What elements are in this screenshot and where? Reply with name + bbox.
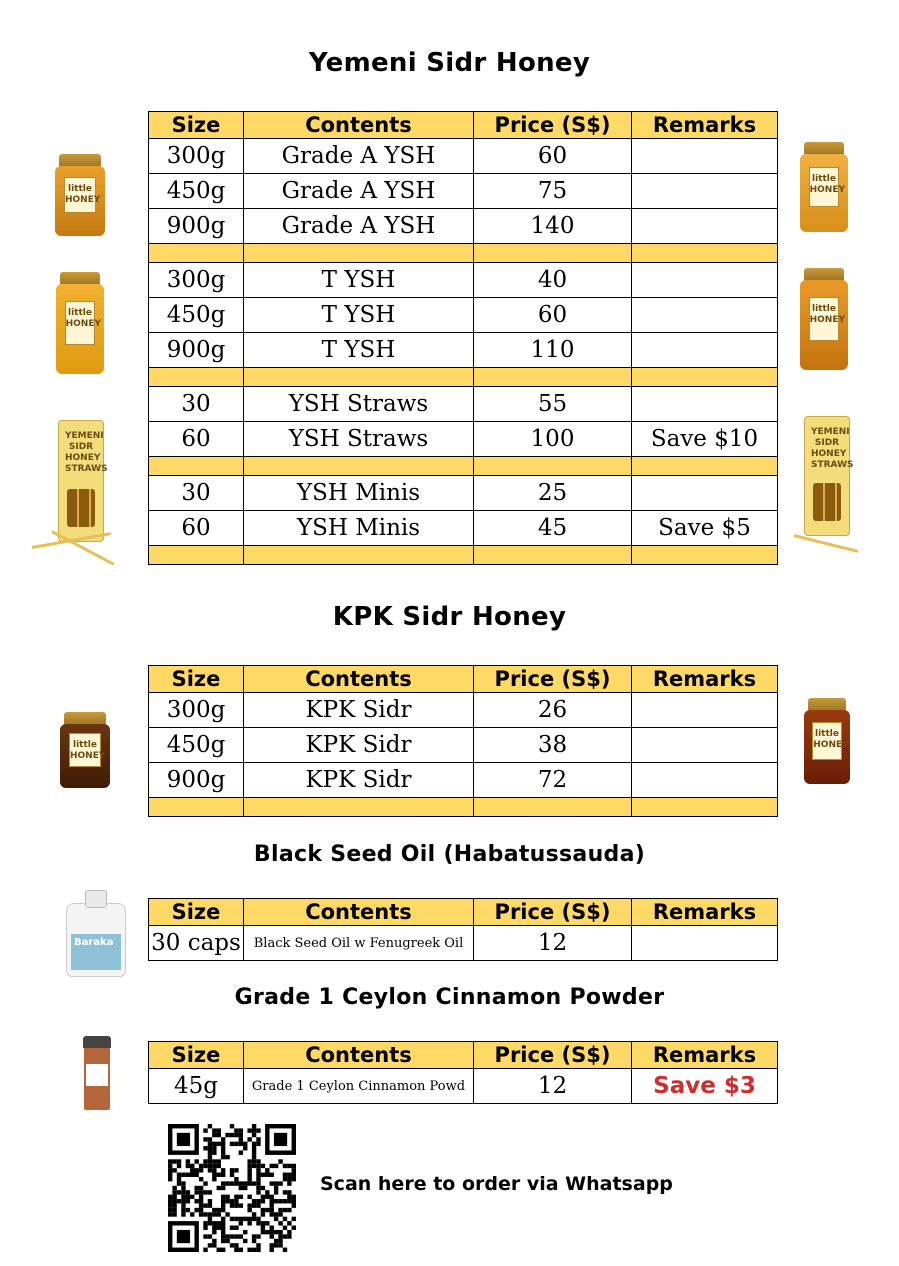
cell-contents: YSH Straws: [244, 422, 474, 457]
cinnamon-shaker-image: [84, 1046, 110, 1110]
blackseed-price-table: [148, 898, 778, 961]
header-price: Price (S$): [474, 1042, 632, 1069]
table-row: [149, 298, 778, 333]
cell-size: 900g: [149, 209, 244, 244]
cell-size: 900g: [149, 333, 244, 368]
cell-size: 60: [149, 511, 244, 546]
cell-size: 450g: [149, 174, 244, 209]
jar-label: little HONEY: [69, 733, 101, 766]
header-size: Size: [149, 666, 244, 693]
jar-label: little HONEY: [812, 722, 841, 760]
cell-remarks: Save $3: [632, 1069, 778, 1104]
header-remarks: Remarks: [632, 112, 778, 139]
table-row: [149, 174, 778, 209]
kpk-price-table: [148, 665, 778, 817]
honey-jar-image: [55, 154, 105, 236]
cinnamon-section-title: Grade 1 Ceylon Cinnamon Powder: [234, 985, 665, 1010]
cell-remarks: [632, 763, 778, 798]
cell-contents: Grade A YSH: [244, 174, 474, 209]
cell-size: 900g: [149, 763, 244, 798]
honey-jar-image: [800, 142, 848, 232]
cell-remarks: [632, 387, 778, 422]
kpk-honey-jar-image: [60, 712, 110, 788]
cell-contents: Grade 1 Ceylon Cinnamon Powd: [244, 1069, 474, 1104]
cell-remarks: [632, 263, 778, 298]
cell-remarks: [632, 476, 778, 511]
cell-remarks: Save $10: [632, 422, 778, 457]
cell-contents: T YSH: [244, 333, 474, 368]
cell-price: 140: [474, 209, 632, 244]
cell-contents: Black Seed Oil w Fenugreek Oil: [244, 926, 474, 961]
jar-label: little HONEY: [65, 301, 96, 346]
header-remarks: Remarks: [632, 1042, 778, 1069]
table-row: [149, 422, 778, 457]
cell-remarks: [632, 926, 778, 961]
black-seed-oil-bottle-image: Baraka: [66, 903, 126, 977]
header-size: Size: [149, 899, 244, 926]
cell-size: 60: [149, 422, 244, 457]
cell-price: 60: [474, 139, 632, 174]
group-separator: [149, 546, 778, 565]
cell-price: 55: [474, 387, 632, 422]
yemeni-section-title: Yemeni Sidr Honey: [308, 48, 591, 78]
cell-price: 45: [474, 511, 632, 546]
cell-remarks: [632, 139, 778, 174]
cell-contents: YSH Minis: [244, 476, 474, 511]
cell-size: 300g: [149, 263, 244, 298]
cell-size: 300g: [149, 139, 244, 174]
kpk-section-title: KPK Sidr Honey: [332, 602, 567, 632]
cell-price: 38: [474, 728, 632, 763]
cell-contents: Grade A YSH: [244, 209, 474, 244]
cell-size: 450g: [149, 728, 244, 763]
cell-contents: T YSH: [244, 298, 474, 333]
group-separator: [149, 457, 778, 476]
cell-size: 45g: [149, 1069, 244, 1104]
cell-contents: KPK Sidr: [244, 728, 474, 763]
cell-size: 30: [149, 476, 244, 511]
group-separator: [149, 244, 778, 263]
cell-price: 25: [474, 476, 632, 511]
cell-price: 40: [474, 263, 632, 298]
jar-label: little HONEY: [809, 167, 840, 207]
cell-price: 60: [474, 298, 632, 333]
cell-remarks: [632, 174, 778, 209]
header-price: Price (S$): [474, 899, 632, 926]
header-contents: Contents: [244, 112, 474, 139]
kpk-honey-jar-image: [804, 698, 850, 784]
cinnamon-price-table: [148, 1041, 778, 1104]
cell-contents: KPK Sidr: [244, 693, 474, 728]
cell-remarks: [632, 333, 778, 368]
header-price: Price (S$): [474, 112, 632, 139]
cell-size: 300g: [149, 693, 244, 728]
group-separator: [149, 368, 778, 387]
table-row: [149, 926, 778, 961]
cell-contents: Grade A YSH: [244, 139, 474, 174]
table-row: [149, 263, 778, 298]
cell-contents: T YSH: [244, 263, 474, 298]
header-size: Size: [149, 112, 244, 139]
cell-price: 12: [474, 1069, 632, 1104]
cell-remarks: [632, 693, 778, 728]
group-separator: [149, 798, 778, 817]
honey-jar-image: [56, 272, 104, 374]
cell-remarks: Save $5: [632, 511, 778, 546]
table-row: [149, 209, 778, 244]
cell-price: 12: [474, 926, 632, 961]
cell-remarks: [632, 728, 778, 763]
table-row: [149, 333, 778, 368]
cell-price: 100: [474, 422, 632, 457]
header-size: Size: [149, 1042, 244, 1069]
jar-label: little HONEY: [809, 297, 840, 342]
header-contents: Contents: [244, 666, 474, 693]
cell-price: 26: [474, 693, 632, 728]
table-row: [149, 763, 778, 798]
honey-straws-image: YEMENI SIDR HONEY STRAWS: [22, 420, 126, 560]
header-remarks: Remarks: [632, 666, 778, 693]
cell-contents: YSH Minis: [244, 511, 474, 546]
header-contents: Contents: [244, 1042, 474, 1069]
jar-label: little HONEY: [64, 177, 96, 213]
honey-jar-image: [800, 268, 848, 370]
honey-straws-image: YEMENI SIDR HONEY STRAWS: [784, 416, 864, 550]
table-row: [149, 476, 778, 511]
table-row: [149, 511, 778, 546]
cell-size: 30: [149, 387, 244, 422]
header-price: Price (S$): [474, 666, 632, 693]
yemeni-price-table: [148, 111, 778, 565]
cell-price: 110: [474, 333, 632, 368]
header-remarks: Remarks: [632, 899, 778, 926]
table-row: [149, 387, 778, 422]
cell-contents: KPK Sidr: [244, 763, 474, 798]
cell-price: 75: [474, 174, 632, 209]
cell-size: 30 caps: [149, 926, 244, 961]
table-row: [149, 1069, 778, 1104]
cell-remarks: [632, 209, 778, 244]
qr-caption: Scan here to order via Whatsapp: [320, 1173, 673, 1195]
cell-contents: YSH Straws: [244, 387, 474, 422]
table-row: [149, 693, 778, 728]
table-row: [149, 728, 778, 763]
cell-remarks: [632, 298, 778, 333]
blackseed-section-title: Black Seed Oil (Habatussauda): [253, 842, 646, 867]
header-contents: Contents: [244, 899, 474, 926]
whatsapp-qr-code[interactable]: [168, 1124, 296, 1252]
table-row: [149, 139, 778, 174]
cell-price: 72: [474, 763, 632, 798]
cell-size: 450g: [149, 298, 244, 333]
